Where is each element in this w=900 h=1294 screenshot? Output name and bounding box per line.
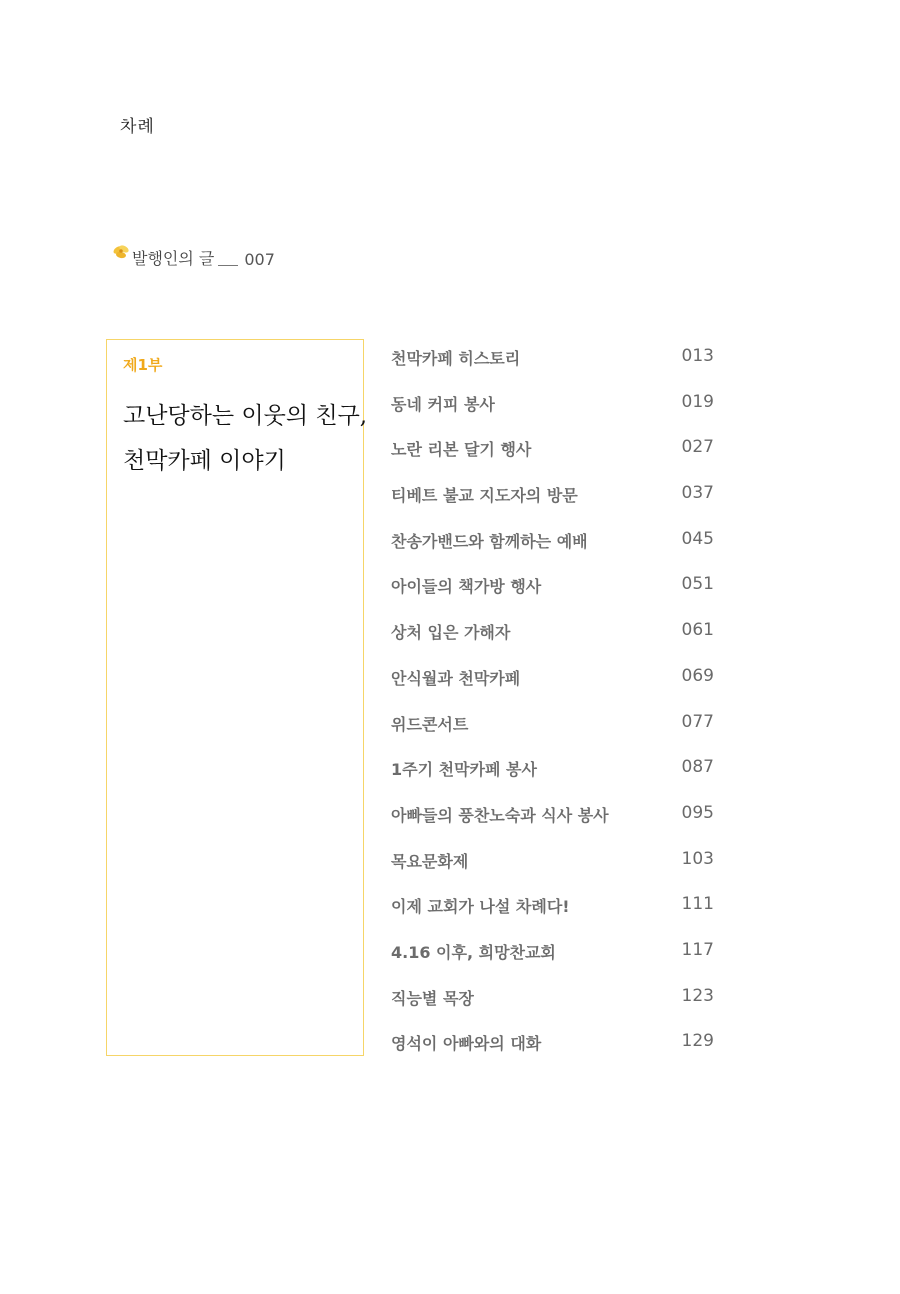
toc-page-number: 027 [681, 437, 714, 458]
toc-page-number: 117 [681, 939, 714, 960]
part-title-line-1: 고난당하는 이웃의 친구, [123, 403, 368, 429]
toc-page-number: 129 [681, 1031, 714, 1052]
flower-icon [112, 243, 132, 263]
toc-title: 천막카페 히스토리 [391, 349, 521, 368]
toc-title: 영석이 아빠와의 대화 [391, 1034, 542, 1054]
toc-title: 동네 커피 봉사 [391, 394, 495, 414]
toc-title: 4.16 이후, 희망찬교회 [391, 942, 556, 962]
toc-title: 아이들의 책가방 행사 [391, 577, 542, 597]
toc-entry[interactable] [391, 574, 714, 620]
toc-title: 찬송가밴드와 함께하는 예배 [391, 531, 588, 551]
toc-entry[interactable] [391, 894, 714, 940]
toc-title: 노란 리본 달기 행사 [391, 440, 532, 460]
toc-title: 목요문화제 [391, 851, 469, 871]
toc-entry[interactable] [391, 529, 714, 575]
toc-page-number: 051 [681, 574, 714, 595]
table-of-contents [391, 346, 714, 1077]
toc-page-number: 037 [681, 483, 714, 504]
toc-entry[interactable] [391, 392, 714, 438]
toc-entry[interactable] [391, 940, 714, 986]
toc-entry[interactable] [391, 346, 714, 392]
toc-page-number: 019 [681, 391, 714, 412]
leader-line [218, 265, 238, 266]
toc-page-number: 103 [681, 848, 714, 869]
toc-page-number: 111 [681, 894, 714, 915]
toc-page-number: 123 [681, 985, 714, 1006]
preface-entry[interactable] [112, 246, 275, 269]
preface-page-number: 007 [244, 250, 275, 269]
toc-page-number: 061 [681, 620, 714, 641]
toc-entry[interactable] [391, 986, 714, 1032]
part-title-line-2: 천막카페 이야기 [123, 448, 286, 474]
part-panel [106, 339, 368, 1056]
part-number: 제1부 [123, 356, 163, 374]
toc-entry[interactable] [391, 666, 714, 712]
toc-page-number: 095 [681, 802, 714, 823]
toc-page-number: 069 [681, 665, 714, 686]
toc-title: 티베트 불교 지도자의 방문 [391, 486, 578, 506]
toc-entry[interactable] [391, 437, 714, 483]
toc-title: 위드콘서트 [391, 714, 469, 734]
preface-label: 발행인의 글 [132, 249, 215, 268]
toc-entry[interactable] [391, 483, 714, 529]
toc-page-number: 087 [681, 757, 714, 778]
toc-entry[interactable] [391, 712, 714, 758]
toc-entry[interactable] [391, 849, 714, 895]
toc-entry[interactable] [391, 803, 714, 849]
toc-entry[interactable] [391, 620, 714, 666]
toc-title: 아빠들의 풍찬노숙과 식사 봉사 [391, 805, 609, 825]
page-title: 차례 [120, 117, 155, 137]
toc-page-number: 045 [681, 528, 714, 549]
toc-title: 상처 입은 가해자 [391, 623, 511, 643]
part-title [123, 394, 367, 484]
toc-title: 1주기 천막카페 봉사 [391, 760, 537, 780]
toc-entry[interactable] [391, 757, 714, 803]
toc-page-number: 013 [681, 346, 714, 366]
toc-page-number: 077 [681, 711, 714, 732]
toc-title: 직능별 목장 [391, 988, 474, 1008]
toc-title: 이제 교회가 나설 차례다! [391, 897, 570, 917]
toc-entry[interactable] [391, 1031, 714, 1077]
toc-title: 안식월과 천막카페 [391, 668, 521, 688]
